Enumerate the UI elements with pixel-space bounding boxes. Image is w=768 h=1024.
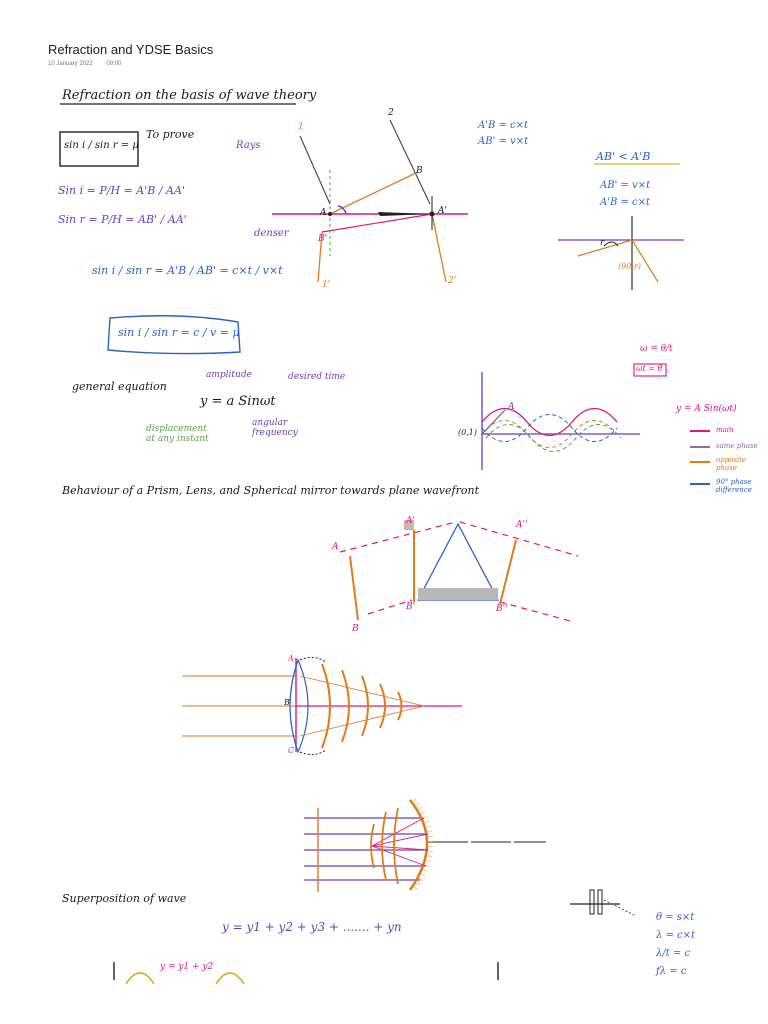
section-heading-behaviour: Behaviour of a Prism, Lens, and Spherical mirror towards plane wavefront	[62, 484, 479, 497]
relation-3: AB' = v×t	[600, 180, 651, 191]
superposition-equation: y = y1 + y2 + y3 + ....... + yn	[222, 920, 402, 934]
refraction-diagram	[272, 120, 468, 282]
wave-graph	[482, 372, 640, 470]
point-b-prime: B'	[318, 234, 328, 244]
ray-1-label: 1	[298, 122, 304, 132]
displacement-label: displacement at any instant	[146, 424, 209, 444]
relation-f-lambda: fλ = c	[656, 966, 687, 977]
page-title: Refraction and YDSE Basics	[48, 42, 214, 57]
angular-frequency-label: angular frequency	[252, 418, 298, 438]
prism-point-a1: A'	[406, 516, 415, 526]
relation-a-prime-b: A'B = c×t	[478, 120, 529, 131]
relation-lambda: λ = c×t	[656, 930, 696, 941]
rays-label: Rays	[236, 140, 261, 151]
ray-2p-label: 2'	[448, 276, 457, 286]
relation-a-b-prime: AB' = v×t	[478, 136, 529, 147]
result-equation: sin i / sin r = c / v = μ	[118, 326, 240, 339]
page-date: 10 January 2022	[48, 61, 93, 67]
denser-label: denser	[254, 228, 289, 239]
omega-theta: ωt = θ	[636, 364, 663, 373]
legend-same-phase: same phase	[716, 442, 758, 450]
wave-equation: y = A Sin(ωt)	[676, 404, 737, 414]
desired-time-label: desired time	[288, 372, 346, 382]
wave-point-a: A	[508, 402, 515, 412]
prism-point-a2: A''	[516, 520, 528, 530]
prism-point-b: B	[352, 624, 359, 634]
general-equation: y = a Sinωt	[200, 394, 276, 409]
ray-1p-label: 1'	[322, 280, 331, 290]
snell-ratio: sin i / sin r = μ	[64, 140, 139, 151]
to-prove-label: To prove	[146, 128, 195, 141]
legend-opposite-phase: opposite phase	[716, 456, 747, 472]
angle-r-label: r	[600, 238, 605, 248]
combined-wave-label: y = y1 + y2	[160, 962, 214, 972]
lens-diagram	[182, 657, 462, 754]
section-heading-refraction: Refraction on the basis of wave theory	[62, 88, 317, 103]
point-a: A	[320, 208, 327, 218]
lens-point-b: B	[284, 698, 290, 707]
section-heading-general: general equation	[72, 380, 167, 393]
omega-definition: ω = θ/t	[640, 344, 673, 354]
sin-r-equation: Sin r = P/H = AB' / AA'	[58, 213, 187, 226]
relation-theta: θ = s×t	[656, 912, 695, 923]
prism-point-b1: B'	[406, 602, 416, 612]
lens-point-c: C	[288, 746, 295, 755]
ray-2-label: 2	[388, 108, 394, 118]
amplitude-label: amplitude	[206, 370, 252, 380]
point-b: B	[416, 166, 423, 176]
wave-origin: (0,1)	[458, 428, 477, 437]
point-a-prime: A'	[438, 206, 447, 216]
ratio-equation: sin i / sin r = A'B / AB' = c×t / v×t	[92, 264, 283, 277]
lens-point-a: A	[288, 654, 294, 663]
prism-point-a: A	[332, 542, 339, 552]
relation-4: A'B = c×t	[600, 197, 651, 208]
section-heading-superposition: Superposition of wave	[62, 892, 187, 905]
legend-swatches	[690, 431, 710, 484]
mirror-diagram	[304, 800, 546, 892]
page-time: 09:00	[106, 61, 122, 67]
relation-lambda-t: λ/t = c	[656, 948, 691, 959]
angle-90r-label: (90-r)	[618, 262, 641, 271]
sin-i-equation: Sin i = P/H = A'B / AA'	[58, 184, 185, 197]
legend-main: main	[716, 426, 734, 434]
prism-point-b2: B''	[496, 604, 508, 614]
prism-diagram	[340, 520, 578, 622]
legend-90-phase: 90° phase difference	[716, 478, 752, 494]
inequality-note: AB' < A'B	[596, 150, 651, 163]
